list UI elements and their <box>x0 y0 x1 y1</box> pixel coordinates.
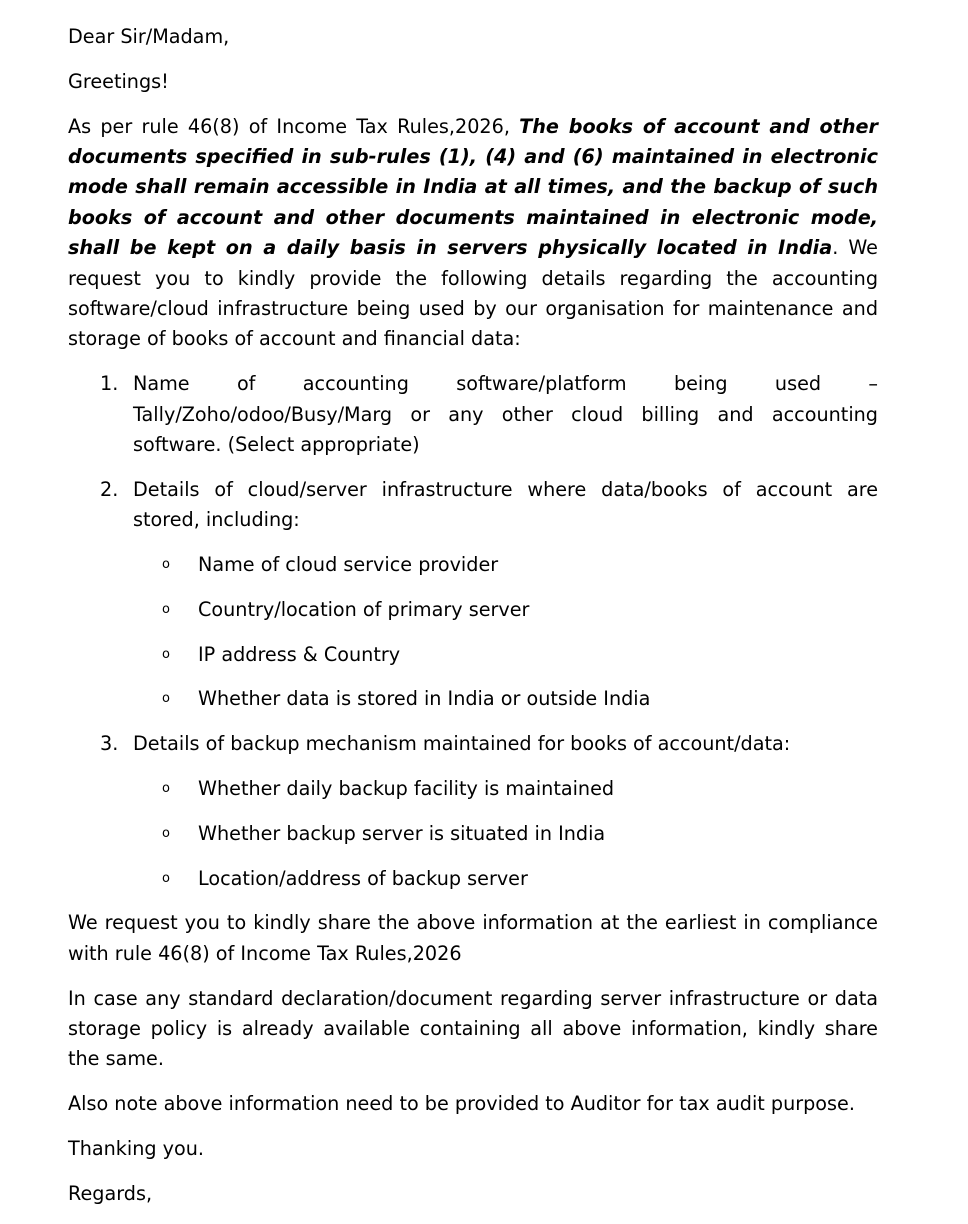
closing-regards: Regards, <box>68 1181 153 1205</box>
sub-list <box>133 550 878 715</box>
sub-list <box>133 774 878 894</box>
bullet-icon: o <box>162 870 170 886</box>
bullet-icon: o <box>162 601 170 617</box>
details-list <box>68 369 878 894</box>
auditor-note: Also note above information need to be provided to Auditor for tax audit purpose. <box>68 1092 855 1116</box>
sub-list-item-text: Whether daily backup facility is maintained <box>198 777 615 801</box>
list-item-3 <box>68 729 878 894</box>
salutation: Dear Sir/Madam, <box>68 25 230 48</box>
declaration-paragraph: In case any standard declaration/document regarding server infrastructure or data storage policy is already available containing all above information, kindly share the same. <box>68 986 878 1071</box>
sub-list-item <box>133 864 878 894</box>
sub-list-item <box>133 684 878 714</box>
intro-paragraph <box>68 112 878 355</box>
sub-list-item-text: IP address & Country <box>198 642 401 666</box>
sub-list-item <box>133 774 878 804</box>
sub-list-item <box>133 819 878 849</box>
list-item-text: Details of cloud/server infrastructure where data/books of account are stored, including: <box>133 477 878 532</box>
list-item-number: 1. <box>100 372 119 396</box>
list-item-1 <box>68 369 878 460</box>
letter-body <box>68 22 878 1224</box>
intro-rule-quote: The books of account and other documents specified in sub-rules (1), (4) and (6) maintained in electronic mode shall remain accessible in India at all times, and the backup of such books of account and other documents maintained in electronic mode, shall be kept on a daily basis in servers physically located in India <box>68 114 878 260</box>
list-item-2 <box>68 475 878 715</box>
sub-list-item <box>133 640 878 670</box>
list-item-text: Details of backup mechanism maintained for books of account/data: <box>133 732 791 756</box>
list-item-number: 2. <box>100 477 119 501</box>
list-item-number: 3. <box>100 732 119 756</box>
closing-thanks: Thanking you. <box>68 1137 205 1161</box>
intro-text-end: . We request you to kindly provide the following details regarding the accounting software/cloud infrastructure being used by our organisation for maintenance and storage of books of account and financial data: <box>68 236 878 351</box>
request-paragraph: We request you to kindly share the above information at the earliest in compliance with rule 46(8) of Income Tax Rules,2026 <box>68 911 878 965</box>
sub-list-item <box>133 550 878 580</box>
sub-list-item-text: Location/address of backup server <box>198 866 528 890</box>
bullet-icon: o <box>162 557 170 573</box>
sub-list-item-text: Country/location of primary server <box>198 597 530 621</box>
sub-list-item-text: Whether data is stored in India or outside India <box>198 687 651 711</box>
greeting: Greetings! <box>68 69 169 93</box>
intro-text-start: As per rule 46(8) of Income Tax Rules,2026, <box>68 114 520 138</box>
bullet-icon: o <box>162 691 170 707</box>
list-item-text: Name of accounting software/platform being used – Tally/Zoho/odoo/Busy/Marg or any other cloud billing and accounting software. (Select appropriate) <box>133 372 878 457</box>
sub-list-item-text: Whether backup server is situated in India <box>198 821 606 845</box>
sub-list-item-text: Name of cloud service provider <box>198 553 499 577</box>
bullet-icon: o <box>162 781 170 797</box>
sub-list-item <box>133 595 878 625</box>
bullet-icon: o <box>162 646 170 662</box>
bullet-icon: o <box>162 825 170 841</box>
